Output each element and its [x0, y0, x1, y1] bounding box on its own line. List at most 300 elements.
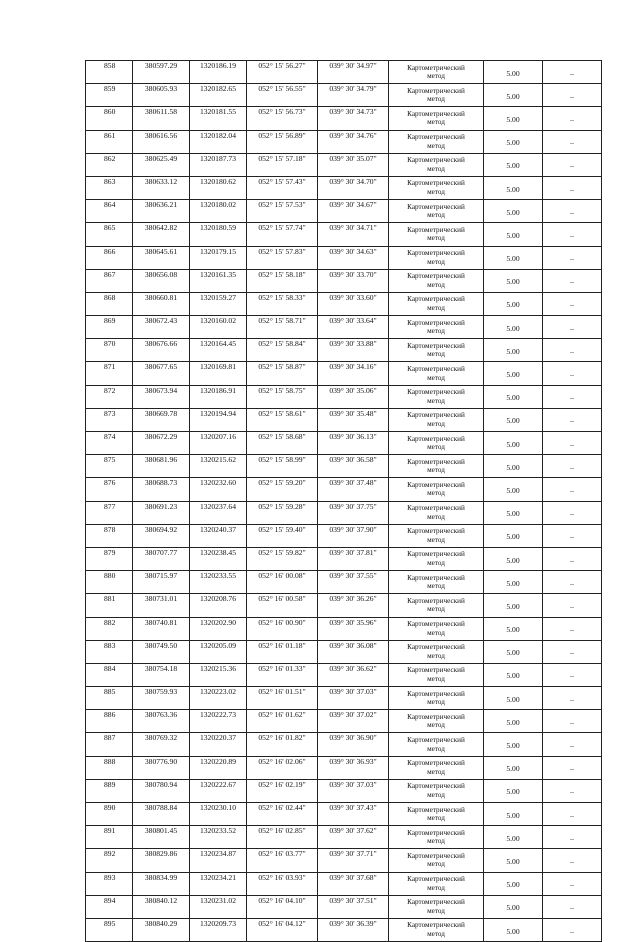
table-row: [86, 594, 602, 617]
note-cell: –: [543, 385, 602, 408]
point-number-cell: 893: [86, 872, 133, 895]
table-row: [86, 872, 602, 895]
point-number-cell: 869: [86, 316, 133, 339]
table-row: [86, 617, 602, 640]
latitude-cell: 052° 16' 03.93": [247, 872, 318, 895]
method-cell: [389, 547, 484, 570]
accuracy-cell: 5.00: [484, 61, 543, 84]
table-row: [86, 733, 602, 756]
x-coordinate-cell: 380656.08: [133, 269, 190, 292]
longitude-cell: 039° 30' 37.03": [318, 687, 389, 710]
table-row: [86, 176, 602, 199]
method-text: метод: [427, 443, 445, 452]
x-coordinate-cell: 380636.21: [133, 200, 190, 223]
point-number-cell: 884: [86, 663, 133, 686]
note-cell: –: [543, 710, 602, 733]
method-text: Картометрический: [407, 225, 465, 234]
accuracy-cell: 5.00: [484, 617, 543, 640]
method-text: Картометрический: [407, 921, 465, 930]
method-cell: [389, 432, 484, 455]
x-coordinate-cell: 380788.84: [133, 803, 190, 826]
latitude-cell: 052° 15' 59.28": [247, 501, 318, 524]
method-cell: [389, 153, 484, 176]
point-number-cell: 866: [86, 246, 133, 269]
y-coordinate-cell: 1320220.89: [190, 756, 247, 779]
longitude-cell: 039° 30' 37.55": [318, 571, 389, 594]
y-coordinate-cell: 1320234.87: [190, 849, 247, 872]
x-coordinate-cell: 380829.86: [133, 849, 190, 872]
y-coordinate-cell: 1320223.02: [190, 687, 247, 710]
method-cell: [389, 246, 484, 269]
method-cell: [389, 339, 484, 362]
method-text: метод: [427, 327, 445, 336]
method-text: Картометрический: [407, 364, 465, 373]
latitude-cell: 052° 15' 56.55": [247, 84, 318, 107]
accuracy-cell: 5.00: [484, 918, 543, 941]
accuracy-cell: 5.00: [484, 269, 543, 292]
table-row: [86, 663, 602, 686]
table-row: [86, 385, 602, 408]
method-cell: [389, 710, 484, 733]
point-number-cell: 867: [86, 269, 133, 292]
x-coordinate-cell: 380759.93: [133, 687, 190, 710]
method-text: Картометрический: [407, 388, 465, 397]
latitude-cell: 052° 15' 56.73": [247, 107, 318, 130]
table-row: [86, 895, 602, 918]
y-coordinate-cell: 1320179.15: [190, 246, 247, 269]
accuracy-cell: 5.00: [484, 130, 543, 153]
accuracy-cell: 5.00: [484, 408, 543, 431]
y-coordinate-cell: 1320232.60: [190, 478, 247, 501]
method-text: метод: [427, 674, 445, 683]
longitude-cell: 039° 30' 37.62": [318, 826, 389, 849]
longitude-cell: 039° 30' 33.64": [318, 316, 389, 339]
x-coordinate-cell: 380740.81: [133, 617, 190, 640]
longitude-cell: 039° 30' 33.88": [318, 339, 389, 362]
latitude-cell: 052° 16' 01.18": [247, 640, 318, 663]
note-cell: –: [543, 176, 602, 199]
method-text: Картометрический: [407, 689, 465, 698]
y-coordinate-cell: 1320222.73: [190, 710, 247, 733]
method-cell: [389, 826, 484, 849]
y-coordinate-cell: 1320182.65: [190, 84, 247, 107]
table-row: [86, 107, 602, 130]
table-row: [86, 362, 602, 385]
method-cell: [389, 594, 484, 617]
note-cell: –: [543, 269, 602, 292]
x-coordinate-cell: 380611.58: [133, 107, 190, 130]
point-number-cell: 863: [86, 176, 133, 199]
note-cell: –: [543, 246, 602, 269]
longitude-cell: 039° 30' 34.70": [318, 176, 389, 199]
accuracy-cell: 5.00: [484, 339, 543, 362]
accuracy-cell: 5.00: [484, 733, 543, 756]
note-cell: –: [543, 107, 602, 130]
y-coordinate-cell: 1320207.16: [190, 432, 247, 455]
method-text: метод: [427, 512, 445, 521]
point-number-cell: 888: [86, 756, 133, 779]
accuracy-cell: 5.00: [484, 710, 543, 733]
table-row: [86, 246, 602, 269]
method-text: Картометрический: [407, 272, 465, 281]
accuracy-cell: 5.00: [484, 687, 543, 710]
y-coordinate-cell: 1320237.64: [190, 501, 247, 524]
note-cell: –: [543, 733, 602, 756]
method-cell: [389, 872, 484, 895]
accuracy-cell: 5.00: [484, 663, 543, 686]
table-row: [86, 524, 602, 547]
point-number-cell: 872: [86, 385, 133, 408]
longitude-cell: 039° 30' 37.51": [318, 895, 389, 918]
y-coordinate-cell: 1320164.45: [190, 339, 247, 362]
x-coordinate-cell: 380669.78: [133, 408, 190, 431]
x-coordinate-cell: 380769.32: [133, 733, 190, 756]
point-number-cell: 858: [86, 61, 133, 84]
method-text: Картометрический: [407, 735, 465, 744]
method-text: метод: [427, 698, 445, 707]
y-coordinate-cell: 1320234.21: [190, 872, 247, 895]
method-text: Картометрический: [407, 550, 465, 559]
method-cell: [389, 756, 484, 779]
latitude-cell: 052° 16' 01.33": [247, 663, 318, 686]
method-text: Картометрический: [407, 480, 465, 489]
method-text: метод: [427, 535, 445, 544]
accuracy-cell: 5.00: [484, 292, 543, 315]
point-number-cell: 862: [86, 153, 133, 176]
longitude-cell: 039° 30' 36.58": [318, 455, 389, 478]
point-number-cell: 885: [86, 687, 133, 710]
longitude-cell: 039° 30' 34.16": [318, 362, 389, 385]
method-cell: [389, 478, 484, 501]
y-coordinate-cell: 1320180.62: [190, 176, 247, 199]
longitude-cell: 039° 30' 36.26": [318, 594, 389, 617]
point-number-cell: 883: [86, 640, 133, 663]
longitude-cell: 039° 30' 33.60": [318, 292, 389, 315]
latitude-cell: 052° 16' 01.62": [247, 710, 318, 733]
x-coordinate-cell: 380688.73: [133, 478, 190, 501]
method-text: метод: [427, 280, 445, 289]
method-text: метод: [427, 95, 445, 104]
point-number-cell: 894: [86, 895, 133, 918]
table-row: [86, 153, 602, 176]
point-number-cell: 895: [86, 918, 133, 941]
note-cell: –: [543, 501, 602, 524]
y-coordinate-cell: 1320180.02: [190, 200, 247, 223]
method-text: метод: [427, 651, 445, 660]
accuracy-cell: 5.00: [484, 478, 543, 501]
table-row: [86, 339, 602, 362]
point-number-cell: 876: [86, 478, 133, 501]
accuracy-cell: 5.00: [484, 524, 543, 547]
latitude-cell: 052° 15' 57.18": [247, 153, 318, 176]
method-text: Картометрический: [407, 411, 465, 420]
x-coordinate-cell: 380715.97: [133, 571, 190, 594]
point-number-cell: 865: [86, 223, 133, 246]
method-cell: [389, 84, 484, 107]
longitude-cell: 039° 30' 34.76": [318, 130, 389, 153]
method-text: Картометрический: [407, 875, 465, 884]
method-cell: [389, 61, 484, 84]
method-text: Картометрический: [407, 179, 465, 188]
x-coordinate-cell: 380642.82: [133, 223, 190, 246]
longitude-cell: 039° 30' 34.63": [318, 246, 389, 269]
note-cell: –: [543, 362, 602, 385]
note-cell: –: [543, 918, 602, 941]
accuracy-cell: 5.00: [484, 803, 543, 826]
latitude-cell: 052° 15' 59.40": [247, 524, 318, 547]
note-cell: –: [543, 895, 602, 918]
longitude-cell: 039° 30' 34.79": [318, 84, 389, 107]
point-number-cell: 874: [86, 432, 133, 455]
y-coordinate-cell: 1320215.36: [190, 663, 247, 686]
note-cell: –: [543, 153, 602, 176]
method-cell: [389, 895, 484, 918]
accuracy-cell: 5.00: [484, 571, 543, 594]
point-number-cell: 877: [86, 501, 133, 524]
table-row: [86, 756, 602, 779]
y-coordinate-cell: 1320215.62: [190, 455, 247, 478]
method-cell: [389, 362, 484, 385]
longitude-cell: 039° 30' 33.70": [318, 269, 389, 292]
latitude-cell: 052° 15' 58.33": [247, 292, 318, 315]
method-text: метод: [427, 188, 445, 197]
x-coordinate-cell: 380633.12: [133, 176, 190, 199]
note-cell: –: [543, 826, 602, 849]
method-text: метод: [427, 906, 445, 915]
method-text: метод: [427, 582, 445, 591]
note-cell: –: [543, 594, 602, 617]
y-coordinate-cell: 1320233.52: [190, 826, 247, 849]
method-text: Картометрический: [407, 620, 465, 628]
accuracy-cell: 5.00: [484, 640, 543, 663]
method-text: метод: [427, 860, 445, 869]
table-row: [86, 130, 602, 153]
longitude-cell: 039° 30' 35.06": [318, 385, 389, 408]
method-text: Картометрический: [407, 295, 465, 304]
point-number-cell: 860: [86, 107, 133, 130]
x-coordinate-cell: 380694.92: [133, 524, 190, 547]
accuracy-cell: 5.00: [484, 756, 543, 779]
note-cell: –: [543, 130, 602, 153]
table-row: [86, 61, 602, 84]
note-cell: –: [543, 339, 602, 362]
latitude-cell: 052° 16' 00.58": [247, 594, 318, 617]
method-cell: [389, 779, 484, 802]
accuracy-cell: 5.00: [484, 594, 543, 617]
point-number-cell: 890: [86, 803, 133, 826]
y-coordinate-cell: 1320209.73: [190, 918, 247, 941]
x-coordinate-cell: 380834.99: [133, 872, 190, 895]
longitude-cell: 039° 30' 37.68": [318, 872, 389, 895]
latitude-cell: 052° 15' 56.27": [247, 61, 318, 84]
accuracy-cell: 5.00: [484, 316, 543, 339]
note-cell: –: [543, 872, 602, 895]
method-text: Картометрический: [407, 573, 465, 582]
method-text: метод: [427, 257, 445, 266]
latitude-cell: 052° 15' 57.74": [247, 223, 318, 246]
method-text: метод: [427, 164, 445, 173]
method-text: метод: [427, 234, 445, 243]
x-coordinate-cell: 380605.93: [133, 84, 190, 107]
note-cell: –: [543, 200, 602, 223]
longitude-cell: 039° 30' 35.96": [318, 617, 389, 640]
point-number-cell: 873: [86, 408, 133, 431]
note-cell: –: [543, 432, 602, 455]
x-coordinate-cell: 380691.23: [133, 501, 190, 524]
latitude-cell: 052° 15' 59.20": [247, 478, 318, 501]
note-cell: –: [543, 779, 602, 802]
y-coordinate-cell: 1320180.59: [190, 223, 247, 246]
latitude-cell: 052° 16' 03.77": [247, 849, 318, 872]
accuracy-cell: 5.00: [484, 84, 543, 107]
latitude-cell: 052° 16' 04.10": [247, 895, 318, 918]
note-cell: –: [543, 455, 602, 478]
table-row: [86, 547, 602, 570]
method-text: Картометрический: [407, 109, 465, 118]
longitude-cell: 039° 30' 36.93": [318, 756, 389, 779]
latitude-cell: 052° 16' 02.19": [247, 779, 318, 802]
method-text: метод: [427, 466, 445, 475]
method-cell: [389, 408, 484, 431]
x-coordinate-cell: 380673.94: [133, 385, 190, 408]
latitude-cell: 052° 15' 57.53": [247, 200, 318, 223]
accuracy-cell: 5.00: [484, 223, 543, 246]
latitude-cell: 052° 16' 00.90": [247, 617, 318, 640]
longitude-cell: 039° 30' 36.08": [318, 640, 389, 663]
point-number-cell: 887: [86, 733, 133, 756]
method-text: метод: [427, 767, 445, 776]
accuracy-cell: 5.00: [484, 849, 543, 872]
y-coordinate-cell: 1320233.55: [190, 571, 247, 594]
method-text: метод: [427, 303, 445, 312]
y-coordinate-cell: 1320230.10: [190, 803, 247, 826]
longitude-cell: 039° 30' 34.97": [318, 61, 389, 84]
method-cell: [389, 687, 484, 710]
method-text: метод: [427, 744, 445, 753]
y-coordinate-cell: 1320186.19: [190, 61, 247, 84]
y-coordinate-cell: 1320231.02: [190, 895, 247, 918]
y-coordinate-cell: 1320161.35: [190, 269, 247, 292]
note-cell: –: [543, 223, 602, 246]
latitude-cell: 052° 15' 57.83": [247, 246, 318, 269]
point-number-cell: 868: [86, 292, 133, 315]
x-coordinate-cell: 380616.56: [133, 130, 190, 153]
note-cell: –: [543, 547, 602, 570]
longitude-cell: 039° 30' 37.03": [318, 779, 389, 802]
method-text: Картометрический: [407, 805, 465, 814]
accuracy-cell: 5.00: [484, 246, 543, 269]
method-text: метод: [427, 628, 445, 637]
note-cell: –: [543, 571, 602, 594]
longitude-cell: 039° 30' 37.75": [318, 501, 389, 524]
accuracy-cell: 5.00: [484, 200, 543, 223]
method-text: Картометрический: [407, 133, 465, 142]
method-text: метод: [427, 489, 445, 498]
note-cell: –: [543, 408, 602, 431]
latitude-cell: 052° 15' 59.82": [247, 547, 318, 570]
accuracy-cell: 5.00: [484, 385, 543, 408]
accuracy-cell: 5.00: [484, 826, 543, 849]
latitude-cell: 052° 15' 58.71": [247, 316, 318, 339]
longitude-cell: 039° 30' 34.71": [318, 223, 389, 246]
point-number-cell: 889: [86, 779, 133, 802]
table-row: [86, 826, 602, 849]
accuracy-cell: 5.00: [484, 153, 543, 176]
y-coordinate-cell: 1320169.81: [190, 362, 247, 385]
latitude-cell: 052° 15' 58.99": [247, 455, 318, 478]
method-cell: [389, 501, 484, 524]
table-row: [86, 803, 602, 826]
method-text: Картометрический: [407, 457, 465, 466]
method-text: Картометрический: [407, 156, 465, 165]
method-text: Картометрический: [407, 527, 465, 536]
table-row: [86, 918, 602, 941]
method-text: Картометрический: [407, 63, 465, 72]
method-cell: [389, 200, 484, 223]
x-coordinate-cell: 380754.18: [133, 663, 190, 686]
longitude-cell: 039° 30' 36.62": [318, 663, 389, 686]
point-number-cell: 886: [86, 710, 133, 733]
x-coordinate-cell: 380645.61: [133, 246, 190, 269]
longitude-cell: 039° 30' 36.90": [318, 733, 389, 756]
method-cell: [389, 107, 484, 130]
note-cell: –: [543, 640, 602, 663]
accuracy-cell: 5.00: [484, 895, 543, 918]
method-text: Картометрический: [407, 828, 465, 837]
coordinates-table: [85, 60, 602, 942]
method-text: метод: [427, 790, 445, 799]
latitude-cell: 052° 15' 56.89": [247, 130, 318, 153]
x-coordinate-cell: 380780.94: [133, 779, 190, 802]
note-cell: –: [543, 61, 602, 84]
y-coordinate-cell: 1320238.45: [190, 547, 247, 570]
point-number-cell: 870: [86, 339, 133, 362]
accuracy-cell: 5.00: [484, 362, 543, 385]
longitude-cell: 039° 30' 37.71": [318, 849, 389, 872]
x-coordinate-cell: 380676.66: [133, 339, 190, 362]
y-coordinate-cell: 1320220.37: [190, 733, 247, 756]
method-text: Картометрический: [407, 782, 465, 791]
y-coordinate-cell: 1320205.09: [190, 640, 247, 663]
table-row: [86, 710, 602, 733]
note-cell: –: [543, 803, 602, 826]
table-row: [86, 849, 602, 872]
method-cell: [389, 640, 484, 663]
latitude-cell: 052° 16' 01.51": [247, 687, 318, 710]
x-coordinate-cell: 380597.29: [133, 61, 190, 84]
y-coordinate-cell: 1320222.67: [190, 779, 247, 802]
longitude-cell: 039° 30' 37.02": [318, 710, 389, 733]
latitude-cell: 052° 15' 58.75": [247, 385, 318, 408]
latitude-cell: 052° 15' 58.68": [247, 432, 318, 455]
x-coordinate-cell: 380763.36: [133, 710, 190, 733]
method-text: метод: [427, 883, 445, 892]
point-number-cell: 871: [86, 362, 133, 385]
method-cell: [389, 918, 484, 941]
table-row: [86, 432, 602, 455]
method-text: Картометрический: [407, 86, 465, 95]
note-cell: –: [543, 84, 602, 107]
method-cell: [389, 849, 484, 872]
accuracy-cell: 5.00: [484, 779, 543, 802]
table-row: [86, 640, 602, 663]
note-cell: –: [543, 292, 602, 315]
x-coordinate-cell: 380625.49: [133, 153, 190, 176]
method-text: Картометрический: [407, 341, 465, 350]
latitude-cell: 052° 16' 02.06": [247, 756, 318, 779]
note-cell: –: [543, 524, 602, 547]
y-coordinate-cell: 1320160.02: [190, 316, 247, 339]
